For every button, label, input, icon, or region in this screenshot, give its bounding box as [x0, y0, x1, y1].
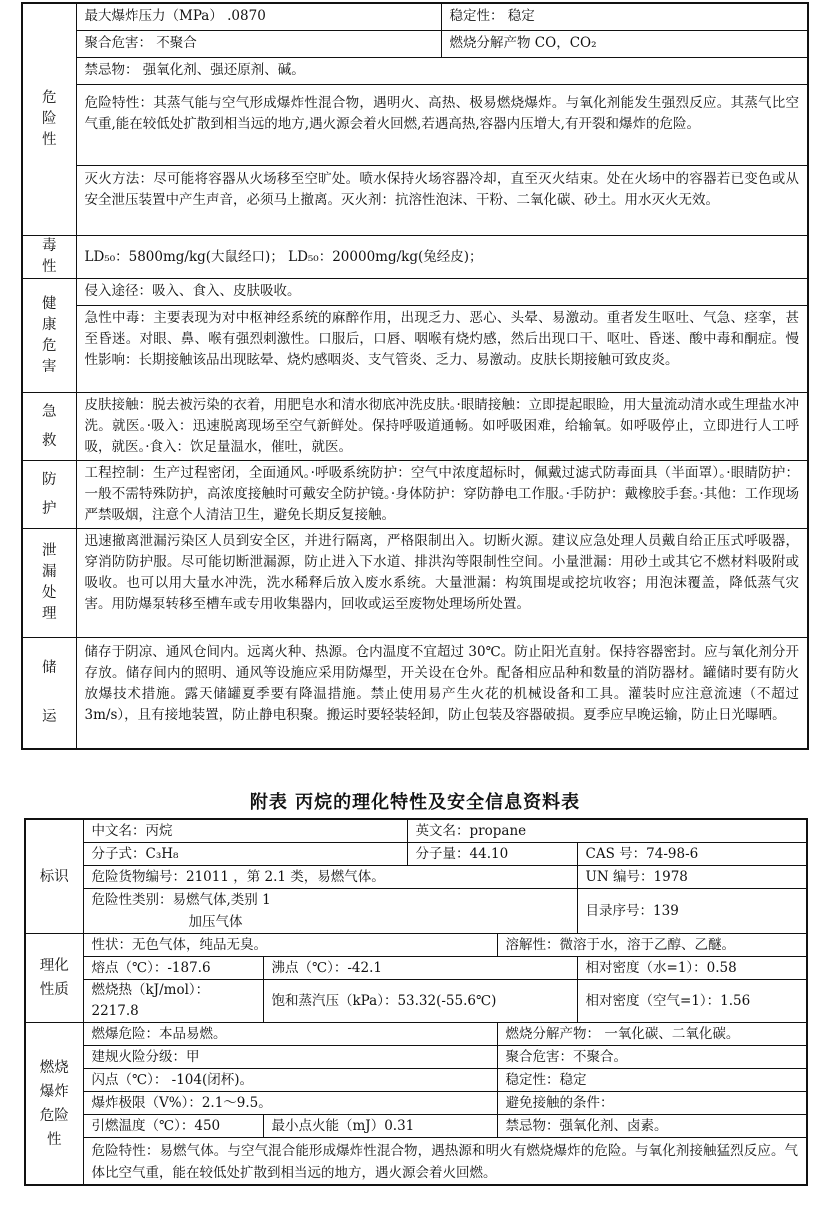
combustion-decomposition-products: 燃烧分解产物： 一氧化碳、二氧化碳。 — [497, 1023, 807, 1046]
stability: 稳定性： 稳定 — [441, 3, 808, 31]
fire-fighting-method: 灭火方法：尽可能将容器从火场移至空旷处。喷水保持火场容器冷却，直至灭火结束。处在火场中的容器若已变色或从安全泄压装置中产生声音，必须马上撤离。灭火剂：抗溶性泡沫、干粉、二氧化碳、砂土。用水灭火无效。 — [76, 166, 808, 236]
appearance: 性状：无色气体，纯品无臭。 — [83, 934, 497, 957]
protection-text: 工程控制：生产过程密闭，全面通风。·呼吸系统防护：空气中浓度超标时，佩戴过滤式防毒面具（半面罩）。·眼睛防护：一般不需特殊防护，高浓度接触时可戴安全防护镜。·身体防护：穿防静电工作服。·手防护：戴橡胶手套。·其他：工作现场严禁吸烟，注意个人清洁卫生，避免长期反复接触。 — [76, 461, 808, 529]
molecular-formula: 分子式：C₃H₈ — [83, 843, 407, 866]
vapor-pressure: 饱和蒸汽压（kPa）：53.32(-55.6℃) — [263, 980, 577, 1023]
toxicity-category: 毒 性 — [22, 236, 76, 279]
un-number: UN 编号：1978 — [577, 866, 807, 889]
hazard-characteristics: 危险特性：易燃气体。与空气混合能形成爆炸性混合物，遇热源和明火有燃烧爆炸的危险。与氧化剂接触猛烈反应。气体比空气重，能在较低处扩散到相当远的地方，遇火源会着火回燃。 — [83, 1138, 807, 1186]
explosion-limit: 爆炸极限（V%）：2.1～9.5。 — [83, 1092, 497, 1115]
polymerization-hazard: 聚合危害：不聚合。 — [497, 1046, 807, 1069]
fire-risk-class: 建规火险分级：甲 — [83, 1046, 497, 1069]
relative-density-water: 相对密度（水=1）：0.58 — [577, 957, 807, 980]
stability: 稳定性：稳定 — [497, 1069, 807, 1092]
propane-safety-table — [24, 818, 808, 1186]
fire-explosion-hazard: 燃爆危险：本品易燃。 — [83, 1023, 497, 1046]
english-name: 英文名：propane — [407, 819, 807, 843]
relative-density-air: 相对密度（空气=1）：1.56 — [577, 980, 807, 1023]
protection-category: 防 护 — [22, 461, 76, 529]
polymerization-hazard: 聚合危害： 不聚合 — [76, 31, 441, 58]
storage-transport-text: 储存于阴凉、通风仓间内。远离火种、热源。仓内温度不宜超过 30℃。防止阳光直射。保持容器密封。应与氧化剂分开存放。储存间内的照明、通风等设施应采用防爆型，开关设在仓外。配备相应品种和数量的消防器材。罐储时要有防火放爆技术措施。露天储罐夏季要有降温措施。禁止使用易产生火花的机械设备和工具。灌装时应注意流速（不超过 3m/s），且有接地装置，防止静电积聚。搬运时要轻装轻卸，防止包装及容器破损。夏季应早晚运输，防止日光曝晒。 — [76, 638, 808, 750]
health-hazard-category: 健 康 危 害 — [22, 279, 76, 393]
ignition-temperature: 引燃温度（℃）：450 — [83, 1115, 263, 1138]
combustion-heat: 燃烧热（kJ/mol）：2217.8 — [83, 980, 263, 1023]
dangerous-goods-number: 危险货物编号：21011 ，第 2.1 类，易燃气体。 — [83, 866, 577, 889]
decomposition-products: 燃烧分解产物 CO，CO₂ — [441, 31, 808, 58]
chinese-name: 中文名：丙烷 — [83, 819, 407, 843]
appendix-title: 附表 丙烷的理化特性及安全信息资料表 — [249, 792, 581, 813]
catalog-number: 目录序号：139 — [577, 889, 807, 934]
exposure-route: 侵入途径：吸入、食入、皮肤吸收。 — [76, 279, 808, 306]
fire-explosion-category: 燃烧 爆炸 危险 性 — [25, 1023, 83, 1186]
hazard-category-line-2: 加压气体 — [188, 914, 243, 930]
fire-hazard-category: 危 险 性 — [22, 3, 76, 236]
incompatible-materials: 禁忌物：强氧化剂、卤素。 — [497, 1115, 807, 1138]
conditions-to-avoid: 避免接触的条件： — [497, 1092, 807, 1115]
melting-point: 熔点（℃）：-187.6 — [83, 957, 263, 980]
cas-number: CAS 号：74-98-6 — [577, 843, 807, 866]
toxicity-ld50: LD₅₀：5800mg/kg(大鼠经口)； LD₅₀：20000mg/kg(兔经皮)； — [76, 236, 808, 279]
boiling-point: 沸点（℃）：-42.1 — [263, 957, 577, 980]
storage-transport-category: 储 运 — [22, 638, 76, 750]
leak-handling-text: 迅速撤离泄漏污染区人员到安全区，并进行隔离，严格限制出入。切断火源。建议应急处理人员戴自给正压式呼吸器，穿消防防护服。尽可能切断泄漏源，防止进入下水道、排洪沟等限制性空间。小量泄漏：用砂土或其它不燃材料吸附或吸收。也可以用大量水冲洗，洗水稀释后放入废水系统。大量泄漏：构筑围堤或挖坑收容；用泡沫覆盖，降低蒸气灾害。用防爆泵转移至槽车或专用收集器内，回收或运至废物处理场所处置。 — [76, 529, 808, 638]
max-explosion-pressure: 最大爆炸压力（MPa） .0870 — [76, 3, 441, 31]
minimum-ignition-energy: 最小点火能（mJ）0.31 — [263, 1115, 497, 1138]
flash-point: 闪点（℃）： -104(闭杯)。 — [83, 1069, 497, 1092]
solubility: 溶解性：微溶于水，溶于乙醇、乙醚。 — [497, 934, 807, 957]
hazard-characteristics: 危险特性：其蒸气能与空气形成爆炸性混合物，遇明火、高热、极易燃烧爆炸。与氧化剂能发生强烈反应。其蒸气比空气重,能在较低处扩散到相当远的地方,遇火源会着火回燃,若遇高热,容器内压增大,有开裂和爆炸的危险。 — [76, 85, 808, 166]
identification-category: 标识 — [25, 819, 83, 934]
physical-properties-category: 理化 性质 — [25, 934, 83, 1023]
health-hazard-text: 急性中毒：主要表现为对中枢神经系统的麻醉作用，出现乏力、恶心、头晕、易激动。重者发生呕吐、气急、痉挛，甚至昏迷。对眼、鼻、喉有强烈刺激性。口服后，口唇、咽喉有烧灼感，然后出现口干、呕吐、昏迷、酸中毒和酮症。慢性影响：长期接触该品出现眩晕、烧灼感咽炎、支气管炎、乏力、易激动。皮肤长期接触可致皮炎。 — [76, 306, 808, 393]
incompatible-materials: 禁忌物： 强氧化剂、强还原剂、碱。 — [76, 58, 808, 85]
molecular-weight: 分子量：44.10 — [407, 843, 577, 866]
first-aid-category: 急 救 — [22, 393, 76, 461]
leak-handling-category: 泄 漏 处 理 — [22, 529, 76, 638]
hazard-category — [83, 889, 577, 934]
continued-safety-table — [21, 2, 809, 750]
first-aid-text: 皮肤接触：脱去被污染的衣着，用肥皂水和清水彻底冲洗皮肤。·眼睛接触：立即提起眼睑，用大量流动清水或生理盐水冲洗。就医。·吸入：迅速脱离现场至空气新鲜处。保持呼吸道通畅。如呼吸困难，给输氧。如呼吸停止，立即进行人工呼吸，就医。·食入：饮足量温水，催吐，就医。 — [76, 393, 808, 461]
hazard-category-line-1: 危险性类别：易燃气体,类别 1 — [91, 892, 271, 908]
